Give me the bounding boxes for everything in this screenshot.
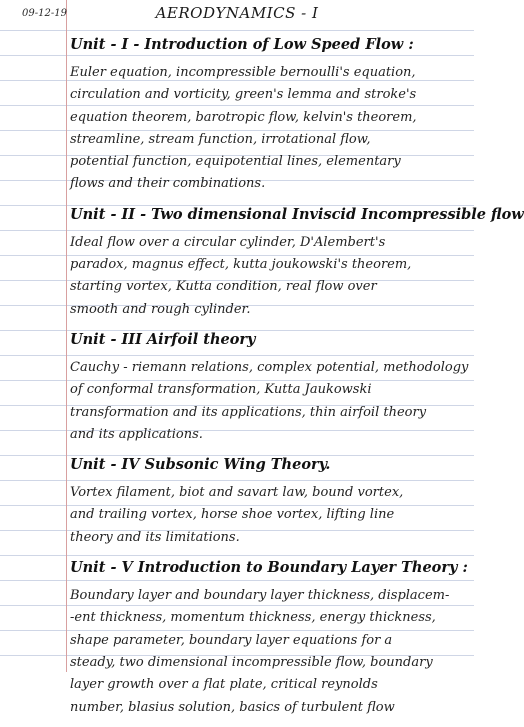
unit-body xyxy=(70,482,466,549)
page-title: AERODYNAMICS - I xyxy=(155,4,319,22)
unit-2 xyxy=(70,204,524,321)
margin-line xyxy=(66,0,67,672)
unit-body xyxy=(70,62,466,196)
unit-1 xyxy=(70,34,466,196)
unit-body xyxy=(70,232,466,321)
text-line: smooth and rough cylinder. xyxy=(70,301,251,317)
text-line: Cauchy - riemann relations, complex potential, methodology xyxy=(70,359,469,375)
text-line: Ideal flow over a circular cylinder, D'Alembert's xyxy=(70,234,386,250)
unit-heading: Unit - III Airfoil theory xyxy=(70,330,256,348)
text-line: potential function, equipotential lines, elementary xyxy=(70,154,401,170)
unit-3 xyxy=(70,329,469,446)
text-line: circulation and vorticity, green's lemma and stroke's xyxy=(70,87,417,103)
unit-heading: Unit - II - Two dimensional Inviscid Incompressible flow xyxy=(70,205,524,223)
text-line: paradox, magnus effect, kutta joukowski's theorem, xyxy=(70,257,412,273)
text-line: and its applications. xyxy=(70,426,203,442)
unit-body xyxy=(70,585,466,719)
text-line: flows and their combinations. xyxy=(70,176,266,192)
text-line: equation theorem, barotropic flow, kelvin's theorem, xyxy=(70,109,417,125)
text-line: Vortex filament, biot and savart law, bound vortex, xyxy=(70,485,404,501)
text-line: transformation and its applications, thin airfoil theory xyxy=(70,404,427,420)
date: 09-12-19 xyxy=(22,8,67,19)
unit-heading: Unit - IV Subsonic Wing Theory. xyxy=(70,456,331,474)
text-line: and trailing vortex, horse shoe vortex, lifting line xyxy=(70,507,395,523)
text-line: steady, two dimensional incompressible flow, boundary xyxy=(70,654,433,670)
unit-body xyxy=(70,357,469,446)
syllabus-content xyxy=(70,34,524,727)
text-line: shape parameter, boundary layer equations for a xyxy=(70,632,393,648)
text-line: Boundary layer and boundary layer thickness, displacem- xyxy=(70,588,450,604)
text-line: -ent thickness, momentum thickness, energy thickness, xyxy=(70,610,436,626)
text-line: streamline, stream function, irrotational flow, xyxy=(70,131,371,147)
text-line: of conformal transformation, Kutta Jaukowski xyxy=(70,382,372,398)
text-line: theory and its limitations. xyxy=(70,529,240,545)
text-line: starting vortex, Kutta condition, real flow over xyxy=(70,279,377,295)
unit-4 xyxy=(70,454,466,549)
text-line: layer growth over a flat plate, critical reynolds xyxy=(70,677,378,693)
text-line: Euler equation, incompressible bernoulli's equation, xyxy=(70,65,416,80)
unit-heading: Unit - V Introduction to Boundary Layer Theory : xyxy=(70,559,468,577)
text-line: number, blasius solution, basics of turbulent flow xyxy=(70,699,395,715)
unit-heading: Unit - I - Introduction of Low Speed Flow : xyxy=(70,36,414,53)
unit-5 xyxy=(70,557,466,719)
